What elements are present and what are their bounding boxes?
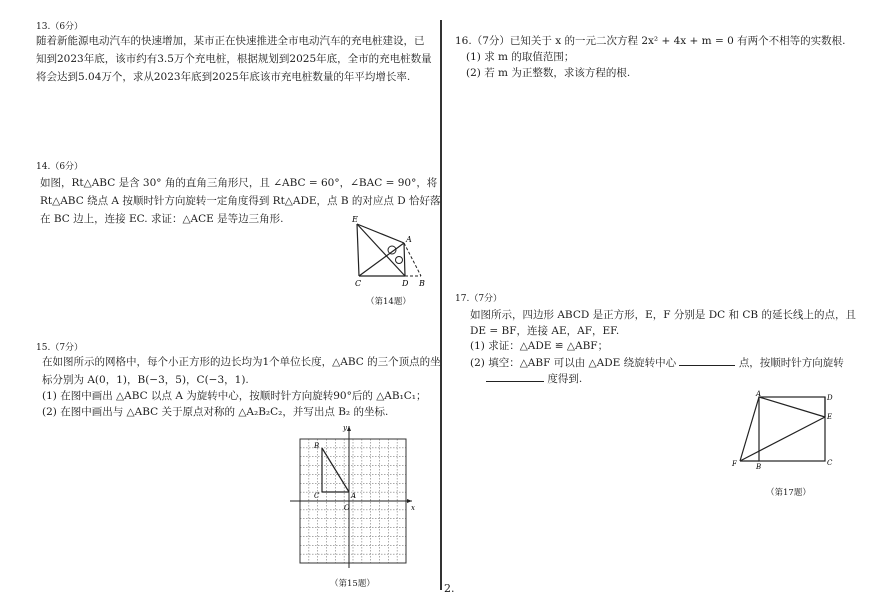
- q17-line1: 如图所示，四边形 ABCD 是正方形，E，F 分别是 DC 和 CB 的延长线上的点，且: [470, 309, 856, 321]
- column-divider: [440, 20, 442, 590]
- q13-line1: 随着新能源电动汽车的快速增加，某市正在快速推进全市电动汽车的充电桩建设，已: [36, 35, 425, 47]
- q17-line3: (1) 求证：△ADE ≌ △ABF；: [470, 340, 609, 352]
- q17-label-C: C: [827, 459, 833, 467]
- q17-label-E: E: [827, 413, 833, 421]
- q17-label-A: A: [756, 390, 762, 398]
- q17-label-B: B: [756, 463, 762, 471]
- q17-line5-text: 度得到.: [547, 373, 583, 385]
- q15-label-A: A: [351, 492, 357, 500]
- q16-line1: (1) 求 m 的取值范围；: [466, 51, 575, 63]
- q14-label-C: C: [355, 279, 362, 288]
- q17-line4-part1: (2) 填空：△ABF 可以由 △ADE 绕旋转中心: [470, 357, 677, 369]
- q15-label-B: B: [314, 442, 320, 450]
- q17-blank-center[interactable]: [679, 355, 735, 366]
- q14-line2: Rt△ABC 绕点 A 按顺时针方向旋转一定角度得到 Rt△ADE，点 B 的对应点 D 恰好落: [40, 195, 441, 207]
- q15-label-x: x: [411, 504, 415, 512]
- q13-heading: 13.（6分）: [36, 22, 84, 32]
- q17-caption: （第17题）: [766, 488, 811, 498]
- q17-line2: DE = BF，连接 AE，AF，EF.: [470, 325, 620, 337]
- page-number: 2.: [444, 582, 455, 595]
- q17-label-F: F: [732, 460, 737, 468]
- q14-line1: 如图，Rt△ABC 是含 30° 角的直角三角形尺，且 ∠ABC = 60°，∠BAC = 90°，将: [40, 177, 438, 189]
- q15-line3: (1) 在图中画出 △ABC 以点 A 为旋转中心，按顺时针方向旋转90°后的 △AB₁C₁；: [42, 390, 427, 402]
- q14-figure: [345, 210, 435, 290]
- q15-line4: (2) 在图中画出与 △ABC 关于原点对称的 △A₂B₂C₂，并写出点 B₂ 的坐标.: [42, 406, 389, 418]
- q14-caption: （第14题）: [366, 297, 411, 307]
- q15-grid-figure: [290, 422, 420, 572]
- q15-label-O: O: [344, 504, 350, 512]
- q14-label-E: E: [352, 215, 358, 224]
- q15-line1: 在如图所示的网格中，每个小正方形的边长均为1个单位长度，△ABC 的三个顶点的坐: [42, 356, 441, 368]
- q17-line4: [470, 355, 844, 370]
- q14-line3: 在 BC 边上，连接 EC. 求证：△ACE 是等边三角形.: [40, 213, 284, 225]
- q14-label-D: D: [402, 279, 409, 288]
- q15-heading: 15.（7分）: [36, 343, 84, 353]
- q16-line2: (2) 若 m 为正整数，求该方程的根.: [466, 67, 631, 79]
- q15-label-C: C: [314, 492, 320, 500]
- q16-heading: 16.（7分）已知关于 x 的一元二次方程 2x² + 4x + m = 0 有两个不相等的实数根.: [455, 35, 846, 47]
- q17-heading: 17.（7分）: [455, 294, 503, 304]
- q14-label-A: A: [406, 235, 412, 244]
- q15-caption: （第15题）: [330, 579, 375, 589]
- q15-line2: 标分别为 A(0，1)，B(−3，5)，C(−3，1).: [42, 374, 249, 386]
- q13-line2: 知到2023年底，该市约有3.5万个充电桩，根据规划到2025年底，全市的充电桩数量: [36, 53, 432, 65]
- q17-label-D: D: [827, 394, 833, 402]
- q14-label-B: B: [419, 279, 425, 288]
- q17-blank-angle[interactable]: [486, 371, 544, 382]
- q14-heading: 14.（6分）: [36, 162, 84, 172]
- q15-label-y: y: [343, 424, 347, 432]
- q17-line5: [486, 371, 582, 386]
- q17-figure: [728, 388, 838, 478]
- q17-line4-part2: 点，按顺时针方向旋转: [738, 357, 844, 369]
- q13-line3: 将会达到5.04万个，求从2023年底到2025年底该市充电桩数量的年平均增长率.: [36, 71, 411, 83]
